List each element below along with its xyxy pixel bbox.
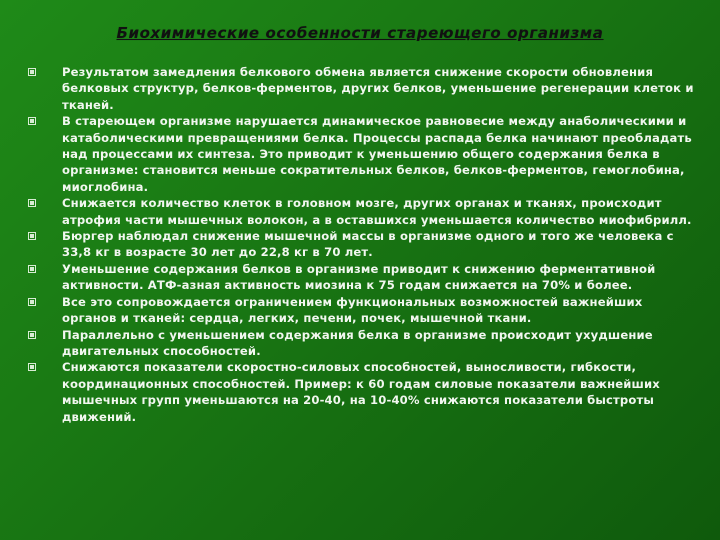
slide-title: Биохимические особенности стареющего организма [116, 24, 604, 42]
list-item-text: Параллельно с уменьшением содержания белка в организме происходит ухудшение двигательных способностей. [62, 327, 653, 358]
list-item [28, 294, 696, 327]
list-item [28, 359, 696, 425]
list-item-text: Снижаются показатели скоростно-силовых способностей, выносливости, гибкости, координационных способностей. Пример: к 60 годам силовые показатели важнейших мышечных групп уменьшаются на 20-40, на 10-40% снижаются показатели быстроты движений. [62, 360, 660, 424]
list-item-text: Результатом замедления белкового обмена является снижение скорости обновления белковых структур, белков-ферментов, других белков, уменьшение регенерации клеток и тканей. [62, 65, 694, 112]
list-item [28, 261, 696, 294]
list-item-text: Все это сопровождается ограничением функциональных возможностей важнейших органов и тканей: сердца, легких, печени, почек, мышечной ткани. [62, 294, 643, 326]
square-bullet-icon [28, 232, 36, 240]
square-bullet-icon [28, 265, 36, 273]
list-item-text: Снижается количество клеток в головном мозге, других органах и тканях, происходит атрофия части мышечных волокон, а в оставшихся уменьшается количество миофибрилл. [62, 196, 692, 227]
square-bullet-icon [28, 331, 36, 339]
list-item-text: Уменьшение содержания белков в организме приводит к снижению ферментативной активности. АТФ-азная активность миозина к 75 годам снижается на 70% и более. [62, 261, 656, 293]
square-bullet-icon [28, 117, 36, 125]
square-bullet-icon [28, 199, 36, 207]
square-bullet-icon [28, 298, 36, 306]
bullet-list [28, 64, 696, 425]
list-item [28, 113, 696, 195]
list-item [28, 64, 696, 113]
list-item-text: Бюргер наблюдал снижение мышечной массы в организме одного и того же человека с 33,8 кг в возрасте 30 лет до 22,8 кг в 70 лет. [62, 229, 674, 260]
list-item [28, 327, 696, 360]
list-item [28, 228, 696, 261]
square-bullet-icon [28, 363, 36, 371]
list-item [28, 195, 696, 228]
list-item-text: В стареющем организме нарушается динамическое равновесие между анаболическими и катаболическими превращениями белка. Процессы распада белка начинают преобладать над процессами их синтеза. Это приводит к уменьшению общего содержания белка в организме: становится меньше сократительных белков, белков-ферментов, гемоглобина, миоглобина. [62, 114, 692, 194]
square-bullet-icon [28, 68, 36, 76]
